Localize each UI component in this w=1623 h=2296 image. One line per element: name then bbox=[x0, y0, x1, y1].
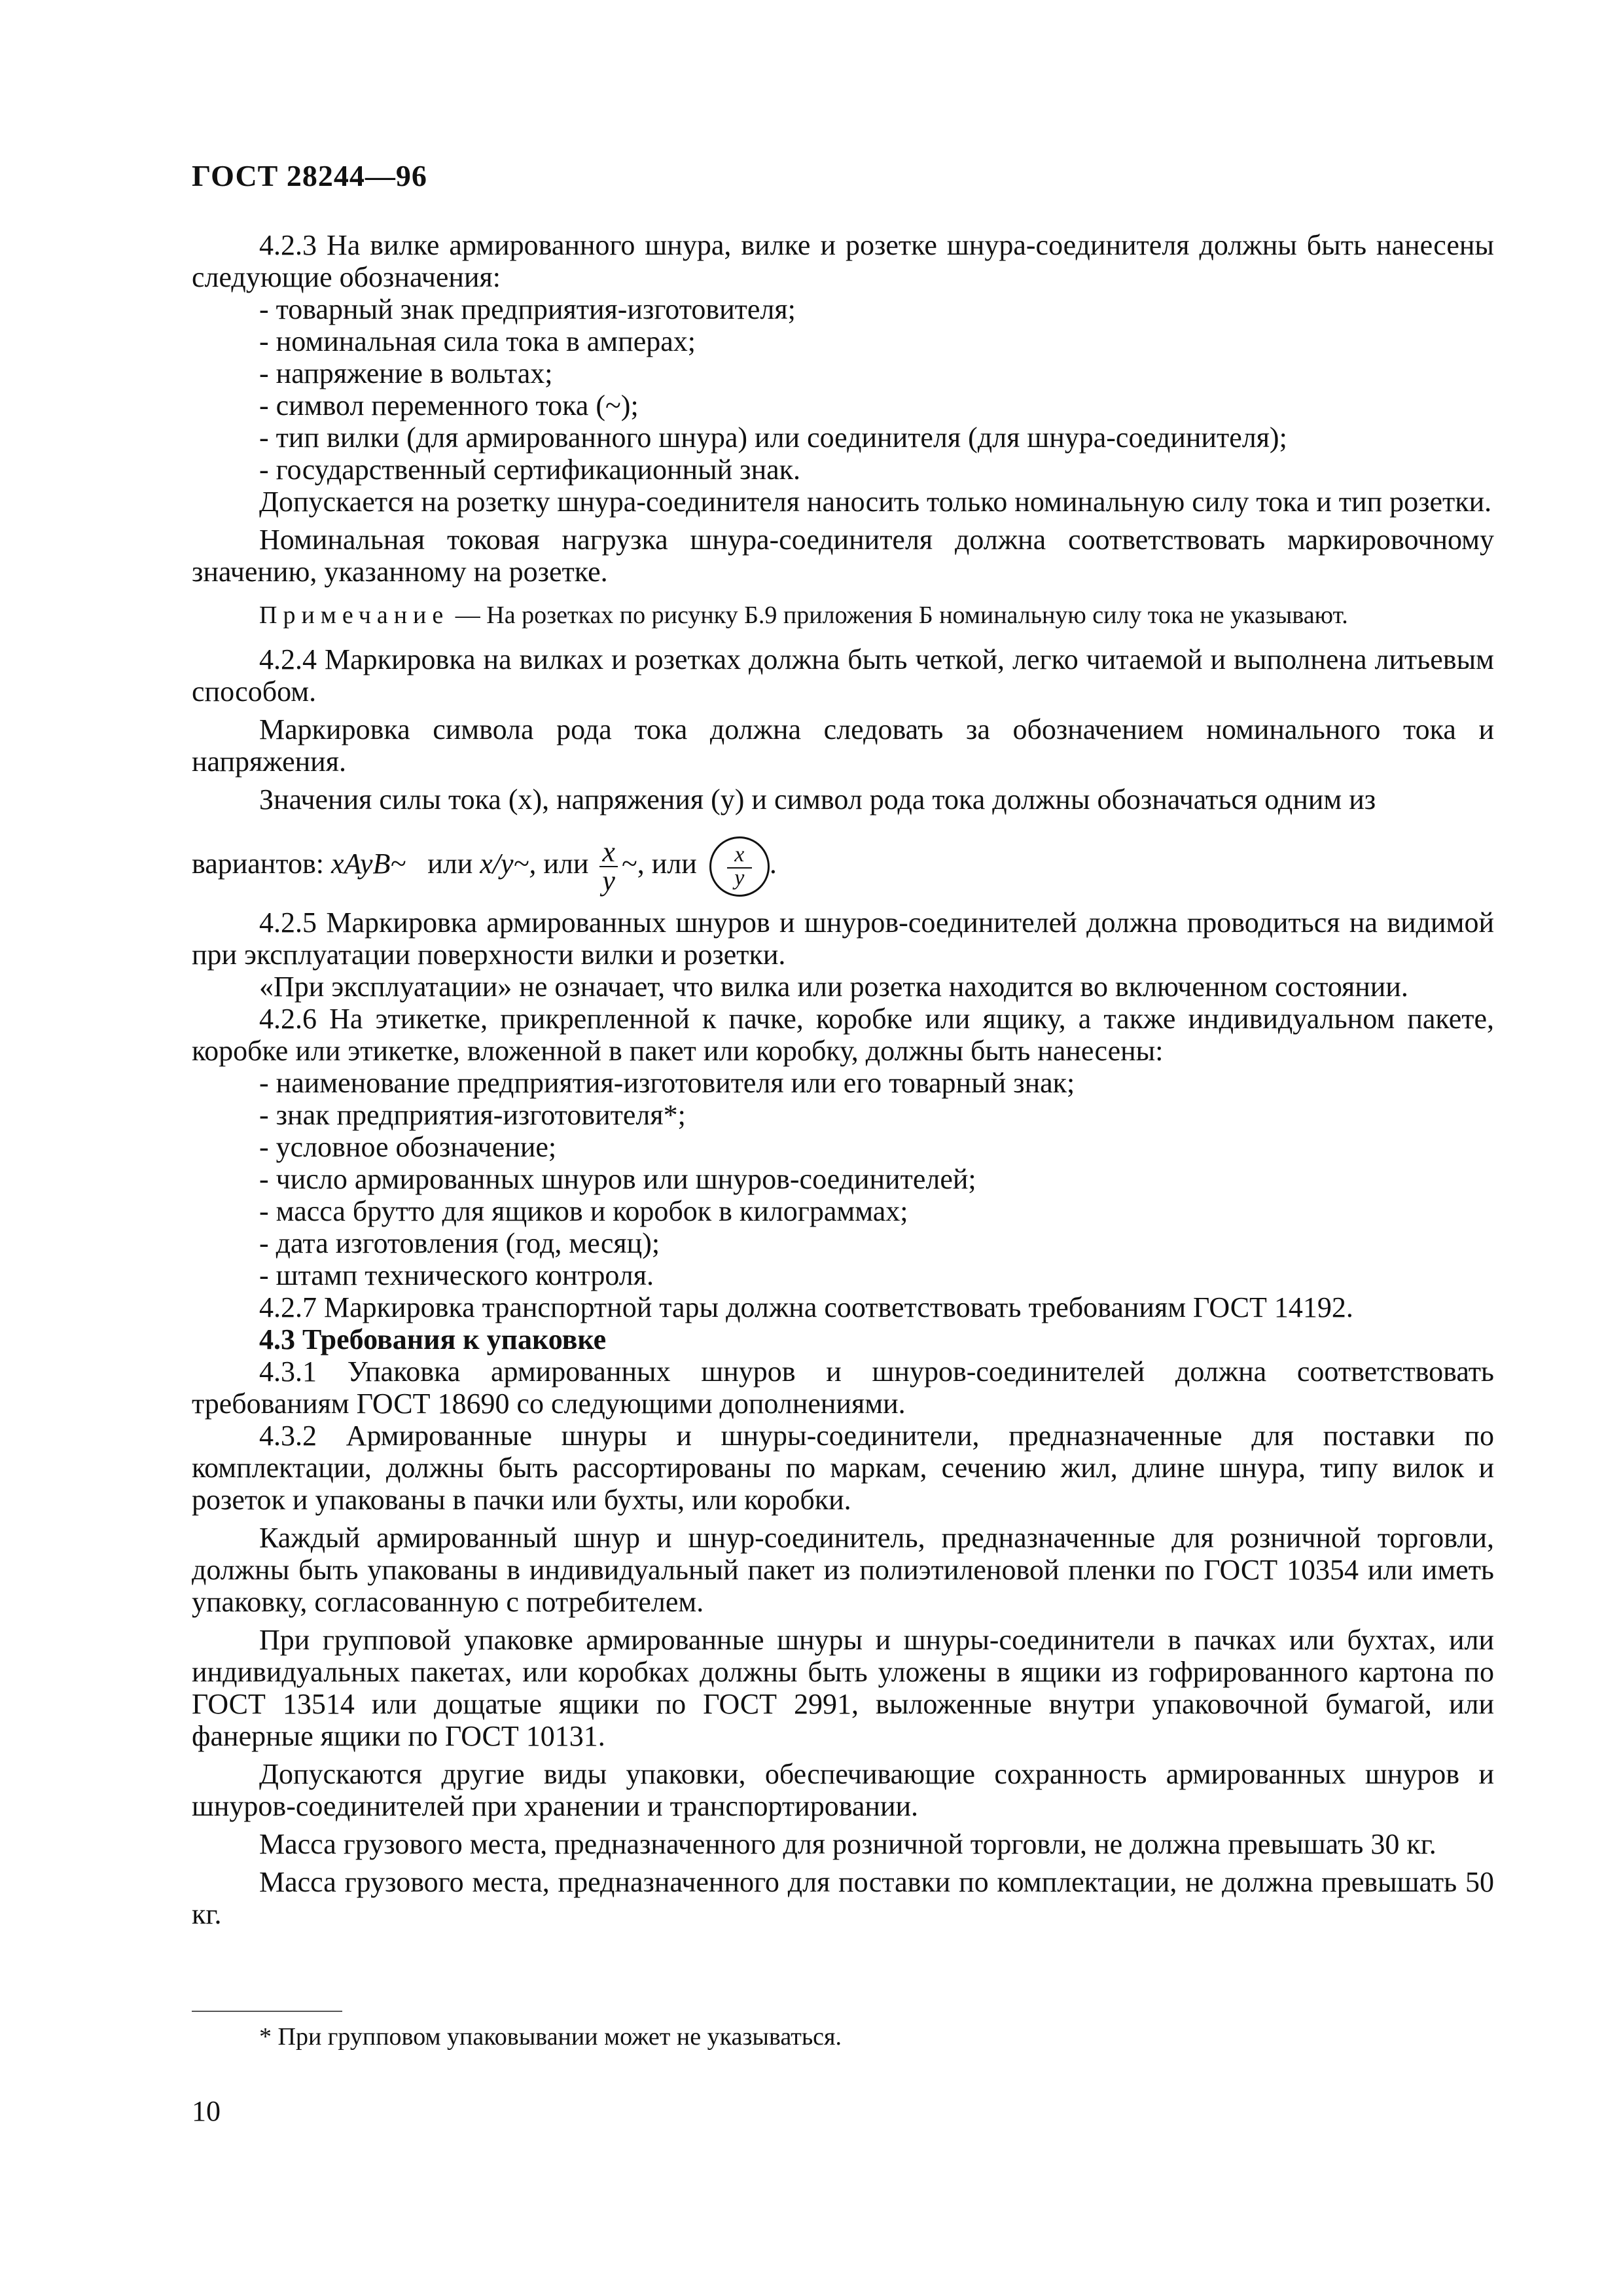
paragraph: Допускаются другие виды упаковки, обеспечивающие сохранность армированных шнуров и шнуров-соединителей при хранении и транспортировании. bbox=[192, 1758, 1494, 1822]
paragraph: Масса грузового места, предназначенного для розничной торговли, не должна превышать 30 кг. bbox=[259, 1828, 1436, 1860]
or-text: или bbox=[427, 848, 473, 880]
clause-4-2-4: 4.2.4 Маркировка на вилках и розетках должна быть четкой, легко читаемой и выполнена литьевым способом. bbox=[192, 643, 1494, 708]
clause-4-3-1: 4.3.1 Упаковка армированных шнуров и шнуров-соединителей должна соответствовать требованиям ГОСТ 18690 со следующими дополнениями. bbox=[192, 1355, 1494, 1420]
circled-fraction-variant: $\frac{x}{y}$ bbox=[709, 836, 770, 897]
document-header: ГОСТ 28244—96 bbox=[192, 159, 427, 192]
list-item: - масса брутто для ящиков и коробок в килограммах; bbox=[259, 1195, 908, 1227]
clause-4-2-7: 4.2.7 Маркировка транспортной тары должна соответствовать требованиям ГОСТ 14192. bbox=[259, 1291, 1353, 1323]
list-item: - символ переменного тока (~); bbox=[259, 389, 639, 422]
clause-4-3-2: 4.3.2 Армированные шнуры и шнуры-соединители, предназначенные для поставки по комплектации, должны быть рассортированы по маркам, сечению жил, длине шнура, типу вилок и розеток и упакованы в пачки или бухты, или коробки. bbox=[192, 1420, 1494, 1516]
list-item: - дата изготовления (год, месяц); bbox=[259, 1227, 660, 1259]
list-item: - наименование предприятия-изготовителя или его товарный знак; bbox=[259, 1067, 1075, 1099]
section-heading-4-3: 4.3 Требования к упаковке bbox=[259, 1323, 607, 1355]
list-item: - тип вилки (для армированного шнура) или соединителя (для шнура-соединителя); bbox=[259, 422, 1287, 454]
footnote: * При групповом упаковывании может не указываться. bbox=[259, 2023, 842, 2051]
list-item: - номинальная сила тока в амперах; bbox=[259, 325, 696, 357]
variant-2: x/y~, bbox=[480, 848, 537, 880]
paragraph: При групповой упаковке армированные шнуры и шнуры-соединители в пачках или бухтах, или индивидуальных пакетах, или коробках должны быть уложены в ящики из гофрированного картона по ГОСТ 13514 или дощатые ящики по ГОСТ 2991, выложенные внутри упаковочной бумагой, или фанерные ящики по ГОСТ 10131. bbox=[192, 1624, 1494, 1752]
note-text: — На розетках по рисунку Б.9 приложения Б номинальную силу тока не указывают. bbox=[449, 601, 1348, 629]
paragraph: Значения силы тока (x), напряжения (y) и символ рода тока должны обозначаться одним из bbox=[259, 783, 1376, 816]
note-label: Примечание bbox=[259, 601, 450, 629]
list-item: - товарный знак предприятия-изготовителя; bbox=[259, 293, 796, 325]
list-item: - государственный сертификационный знак. bbox=[259, 454, 801, 486]
marking-variants-formula bbox=[192, 823, 1494, 901]
list-item: - знак предприятия-изготовителя*; bbox=[259, 1099, 686, 1131]
footnote-separator bbox=[192, 2011, 342, 2012]
paragraph: Маркировка символа рода тока должна следовать за обозначением номинального тока и напряжения. bbox=[192, 713, 1494, 778]
clause-4-2-6-intro: 4.2.6 На этикетке, прикрепленной к пачке, коробке или ящику, а также индивидуальном пакете, коробке или этикетке, вложенной в пакет или коробку, должны быть нанесены: bbox=[192, 1003, 1494, 1067]
list-item: - напряжение в вольтах; bbox=[259, 357, 553, 389]
fraction-variant: $\frac{x}{y}$ bbox=[599, 838, 618, 895]
note bbox=[259, 600, 1494, 632]
clause-4-2-3-intro: 4.2.3 На вилке армированного шнура, вилке и розетке шнура-соединителя должны быть нанесены следующие обозначения: bbox=[192, 229, 1494, 293]
fraction-tail: ~, или bbox=[621, 848, 697, 880]
paragraph: «При эксплуатации» не означает, что вилка или розетка находится во включенном состоянии. bbox=[259, 971, 1408, 1003]
paragraph: Номинальная токовая нагрузка шнура-соединителя должна соответствовать маркировочному значению, указанному на розетке. bbox=[192, 524, 1494, 588]
formula-line: вариантов: xAyB~ или x/y~, или $\frac{x}{y}$ ~, или $\frac{x}{y}$ . bbox=[192, 836, 777, 897]
list-item: - штамп технического контроля. bbox=[259, 1259, 654, 1291]
paragraph: Каждый армированный шнур и шнур-соединитель, предназначенные для розничной торговли, должны быть упакованы в индивидуальный пакет из полиэтиленовой пленки по ГОСТ 10354 или иметь упаковку, согласованную с потребителем. bbox=[192, 1522, 1494, 1618]
paragraph: Масса грузового места, предназначенного для поставки по комплектации, не должна превышать 50 кг. bbox=[192, 1866, 1494, 1930]
document-body bbox=[192, 229, 1494, 1930]
variant-1: xAyB~ bbox=[331, 848, 406, 880]
page-number: 10 bbox=[192, 2095, 221, 2127]
paragraph: Допускается на розетку шнура-соединителя наносить только номинальную силу тока и тип розетки. bbox=[259, 486, 1492, 518]
list-item: - число армированных шнуров или шнуров-соединителей; bbox=[259, 1163, 976, 1195]
clause-4-2-5: 4.2.5 Маркировка армированных шнуров и шнуров-соединителей должна проводиться на видимой при эксплуатации поверхности вилки и розетки. bbox=[192, 906, 1494, 971]
variants-label: вариантов: bbox=[192, 848, 324, 880]
or-text: или bbox=[543, 848, 589, 880]
list-item: - условное обозначение; bbox=[259, 1131, 557, 1163]
